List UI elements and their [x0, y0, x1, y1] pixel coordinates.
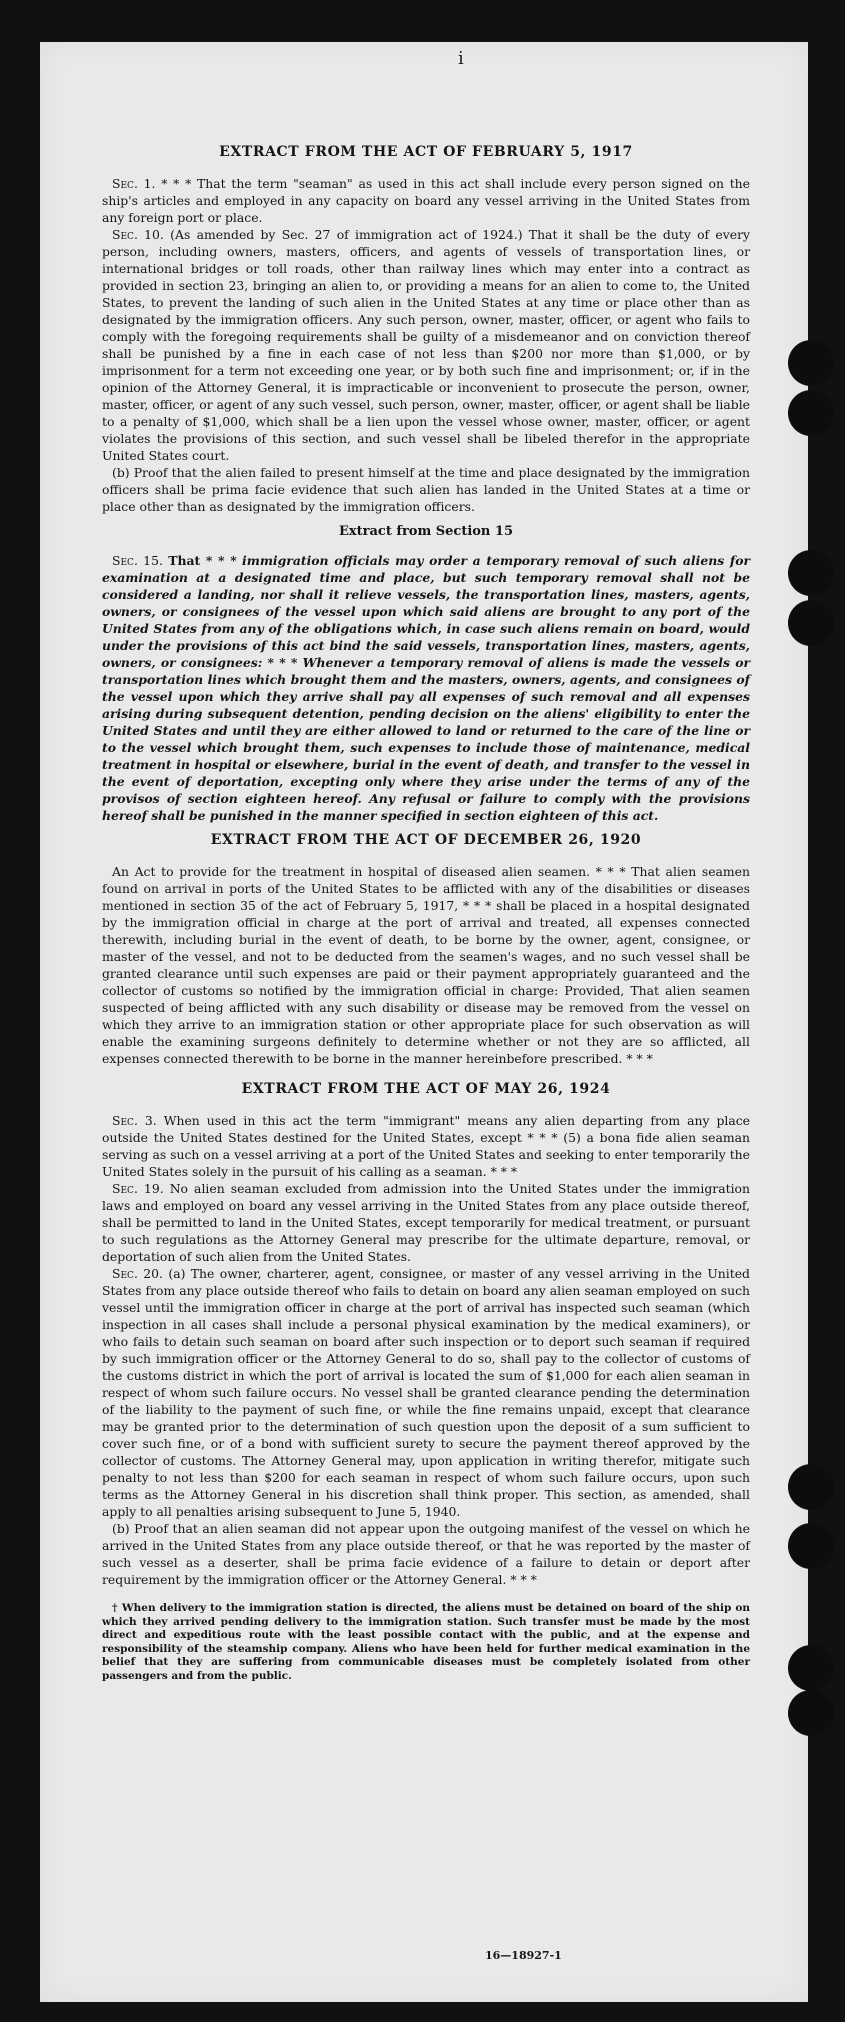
document-body: [102, 144, 750, 1683]
section-3-label: Sec. 3.: [112, 1113, 157, 1128]
section-10-paragraph: [102, 226, 750, 464]
section-19-text: No alien seaman excluded from admission into the United States under the immigration laws and employed on board any vessel arriving in the United States from any place outside thereof, shall be permitted to land in the United States, except temporarily for medical treatment, or pursuant to such regulations as the Attorney General may prescribe for the ultimate departure, removal, or deportation of such alien from the United States.: [102, 1181, 750, 1264]
section-15-label: Sec. 15.: [112, 553, 163, 568]
heading-act-1924: EXTRACT FROM THE ACT OF MAY 26, 1924: [241, 1081, 611, 1097]
punch-hole: [788, 1464, 834, 1510]
section-1-label: Sec. 1.: [112, 176, 156, 191]
section-15-text: immigration officials may order a temporary removal of such aliens for examination at a designated time and place, but such temporary removal shall not be considered a landing, nor shall it relieve vessels, the transportation lines, masters, agents, owners, or consignees of the vessel upon which said aliens are brought to any port of the United States from any of the obligations which, in case such aliens remain on board, would under the provisions of this act bind the said vessels, transportation lines, masters, agents, owners, or consignees: * * * Whenever a temporary removal of aliens is made the vessels or transportation lines which brought them and the masters, owners, agents, and consignees of the vessel upon which they arrive shall pay all expenses of such removal and all expenses arising during subsequent detention, pending decision on the aliens' eligibility to enter the United States and until they are either allowed to land or returned to the care of the line or to the vessel which brought them, such expenses to include those of maintenance, medical treatment in hospital or elsewhere, burial in the event of death, and transfer to the vessel in the event of deportation, excepting only where they arise under the terms of any of the provisos of section eighteen hereof. Any refusal or failure to comply with the provisions hereof shall be punished in the manner specified in section eighteen of this act.: [102, 553, 750, 823]
punch-hole: [788, 1645, 834, 1691]
section-3-text: When used in this act the term "immigrant" means any alien departing from any place outside the United States destined for the United States, except * * * (5) a bona fide alien seaman serving as such on a vessel arriving at a port of the United States and seeking to enter temporarily the United States solely in the pursuit of his calling as a seaman. * * *: [102, 1113, 750, 1179]
section-10-text: (As amended by Sec. 27 of immigration act of 1924.) That it shall be the duty of every person, including owners, masters, officers, and agents of vessels of transportation lines, or international bridges or toll roads, other than railway lines which may enter into a contract as provided in section 23, bringing an alien to, or providing a means for an alien to come to, the United States, to prevent the landing of such alien in the United States at any time or place other than as designated by the immigration officers. Any such person, owner, master, officer, or agent who fails to comply with the foregoing requirements shall be guilty of a misdemeanor and on conviction thereof shall be punished by a fine in each case of not less than $200 nor more than $1,000, or by imprisonment for a term not exceeding one year, or by both such fine and imprisonment; or, if in the opinion of the Attorney General, it is impracticable or inconvenient to prosecute the person, owner, master, officer, or agent of any such vessel, such person, owner, master, officer, or agent shall be liable to a penalty of $1,000, which shall be a lien upon the vessel whose owner, master, officer, or agent violates the provisions of this section, and such vessel shall be libeled therefor in the appropriate United States court.: [102, 227, 750, 463]
section-19-label: Sec. 19.: [112, 1181, 164, 1196]
section-1-paragraph: [102, 175, 750, 226]
act-1920-paragraph: An Act to provide for the treatment in hospital of diseased alien seamen. * * * That alien seamen found on arrival in ports of the United States to be afflicted with any of the disabilities or diseases mentioned in section 35 of the act of February 5, 1917, * * * shall be placed in a hospital designated by the immigration official in charge at the port of arrival and treated, all expenses connected therewith, including burial in the event of death, to be borne by the owner, agent, consignee, or master of the vessel, and not to be deducted from the seamen's wages, and no such vessel shall be granted clearance until such expenses are paid or their payment appropriately guaranteed and the collector of customs so notified by the immigration official in charge: Provided, That alien seamen suspected of being afflicted with any such disability or disease may be removed from the vessel on which they arrive to an immigration station or other appropriate place for such observation as will enable the examining surgeons definitely to determine whether or not they are so afflicted, all expenses connected therewith to be borne in the manner hereinbefore prescribed. * * *: [102, 864, 750, 1066]
document-page: [40, 42, 808, 2002]
punch-hole: [788, 340, 834, 386]
punch-hole: [788, 1523, 834, 1569]
section-20-paragraph: [102, 1265, 750, 1520]
section-20-text: (a) The owner, charterer, agent, consignee, or master of any vessel arriving in the United States from any place outside thereof who fails to detain on board any alien seaman employed on such vessel until the immigration officer in charge at the port of arrival has inspected such seaman (which inspection in all cases shall include a personal physical examination by the medical examiners), or who fails to detain such seaman on board after such inspection or to deport such seaman if required by such immigration officer or the Attorney General to do so, shall pay to the collector of customs of the customs district in which the port of arrival is located the sum of $1,000 for each alien seaman in respect of whom such failure occurs. No vessel shall be granted clearance pending the determination of the liability to the payment of such fine, or while the fine remains unpaid, except that clearance may be granted prior to the determination of such question upon the deposit of a sum sufficient to cover such fine, or of a bond with sufficient surety to secure the payment thereof approved by the collector of customs. The Attorney General may, upon application in writing therefor, mitigate such penalty to not less than $200 for each seaman in respect of whom such failure occurs, upon such terms as the Attorney General in his discretion shall think proper. This section, as amended, shall apply to all penalties arising subsequent to June 5, 1940.: [102, 1266, 750, 1519]
punch-hole: [788, 600, 834, 646]
section-15-lead: That * * *: [168, 553, 237, 568]
punch-hole: [788, 550, 834, 596]
section-15-paragraph: [102, 552, 750, 824]
section-10-label: Sec. 10.: [112, 227, 164, 242]
section-20b-paragraph: (b) Proof that an alien seaman did not appear upon the outgoing manifest of the vessel on which he arrived in the United States from any place outside thereof, or that he was reported by the master of such vessel as a deserter, shall be prima facie evidence of a failure to detain or deport after requirement by the immigration officer or the Attorney General. * * *: [102, 1521, 750, 1587]
heading-act-1920: EXTRACT FROM THE ACT OF DECEMBER 26, 1920: [210, 832, 642, 848]
section-19-paragraph: [102, 1180, 750, 1265]
punch-hole: [788, 1690, 834, 1736]
section-10b-paragraph: (b) Proof that the alien failed to present himself at the time and place designated by the immigration officers shall be prima facie evidence that such alien has landed in the United States at a time or place other than as designated by the immigration officers.: [102, 465, 750, 514]
heading-section-15: Extract from Section 15: [338, 524, 514, 539]
punch-hole: [788, 390, 834, 436]
section-3-paragraph: [102, 1112, 750, 1180]
top-mark: i: [458, 48, 464, 69]
form-number: 16—18927-1: [485, 1949, 562, 1962]
footnote: † When delivery to the immigration station is directed, the aliens must be detained on board of the ship on which they arrived pending delivery to the immigration station. Such transfer must be made by the most direct and expeditious route with the least possible contact with the public, and at the expense and responsibility of the steamship company. Aliens who have been held for further medical examination in the belief that they are suffering from communicable diseases must be completely isolated from other passengers and from the public.: [102, 1602, 750, 1682]
heading-act-1917: EXTRACT FROM THE ACT OF FEBRUARY 5, 1917: [219, 144, 633, 160]
section-20-label: Sec. 20.: [112, 1266, 163, 1281]
section-1-text: * * * That the term "seaman" as used in this act shall include every person signed on the ship's articles and employed in any capacity on board any vessel arriving in the United States from any foreign port or place.: [102, 176, 750, 225]
